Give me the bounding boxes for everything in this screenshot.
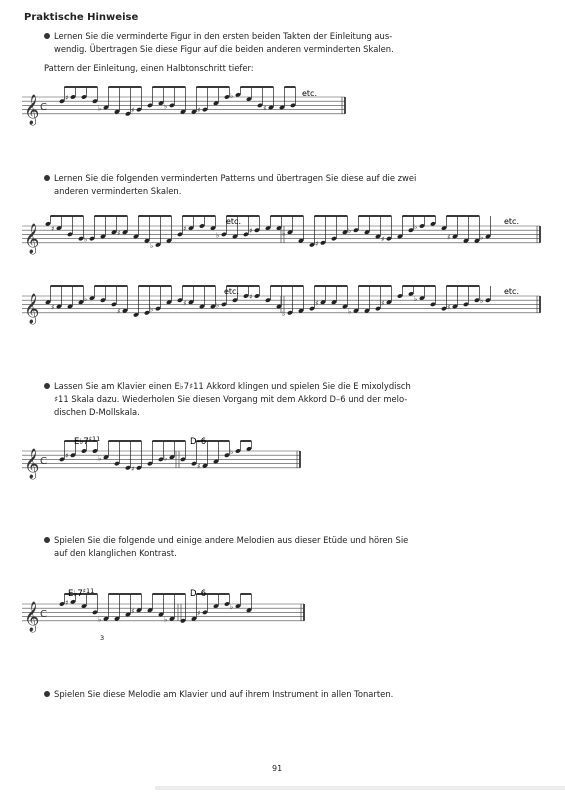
flat-icon: ♭ — [414, 223, 418, 231]
sharp-icon: ♯ — [131, 464, 135, 473]
chord-symbol: $E♭7^{♯11}$ — [74, 435, 101, 447]
chord-symbol: D–6 — [190, 437, 207, 447]
treble-clef-icon: 𝄞 — [24, 293, 40, 324]
instruction-5: Spielen Sie diese Melodie am Klavier und auf ihrem Instrument in allen Tonarten. — [44, 688, 393, 701]
flat-icon: ♭ — [282, 309, 286, 318]
page-number: 91 — [272, 764, 283, 773]
flat-icon: ♭ — [164, 454, 168, 463]
flat-icon: ♭ — [348, 307, 352, 316]
flat-icon: ♭ — [480, 233, 484, 242]
instruction-1: Lernen Sie die verminderte Figur in den ersten beiden Takten der Einleitung aus- wendig. Übertragen Sie diese Figur auf die beiden anderen verminderten Skalen. — [44, 30, 394, 56]
flat-icon: ♭ — [230, 91, 234, 100]
sharp-icon: ♯ — [315, 239, 319, 248]
flat-icon: ♭ — [216, 301, 220, 310]
triplet-mark: 3 — [100, 634, 105, 642]
flat-icon: ♭ — [216, 231, 220, 240]
sharp-icon: ♯ — [117, 229, 121, 238]
flat-icon: ♭ — [84, 295, 88, 304]
treble-clef-icon: 𝄞 — [24, 94, 40, 125]
sharp-icon: ♯ — [381, 299, 385, 308]
sharp-icon: ♯ — [131, 106, 135, 115]
instruction-2: Lernen Sie die folgenden verminderten Patterns und übertragen Sie diese auf die zwei anderen verminderten Skalen. — [44, 172, 416, 198]
instruction-3: Lassen Sie am Klavier einen E♭7♯11 Akkord klingen und spielen Sie die E mixolydisch ♯11 Skala dazu. Wiederholen Sie diesen Vorgang mit dem Akkord D–6 und der melo- dischen D-Mollskala. — [44, 380, 411, 419]
sharp-icon: ♯ — [197, 609, 201, 618]
sharp-icon: ♯ — [249, 227, 253, 236]
sharp-icon: ♯ — [315, 299, 319, 308]
sharp-icon: ♯ — [197, 462, 201, 471]
flat-icon: ♭ — [230, 448, 234, 456]
sharp-icon: ♯ — [65, 598, 69, 607]
sharp-icon: ♯ — [249, 293, 253, 301]
sharp-icon: ♯ — [447, 303, 451, 312]
flat-icon: ♭ — [164, 102, 168, 111]
sharp-icon: ♯ — [381, 235, 385, 244]
sharp-icon: ♯ — [117, 307, 121, 316]
chord-symbol: D–6 — [190, 589, 207, 599]
chord-symbol: $E♭7^{♯11}$ — [68, 587, 95, 599]
sharp-icon: ♯ — [51, 303, 55, 312]
sharp-icon: ♯ — [197, 106, 201, 115]
etc-label: etc. — [504, 287, 519, 296]
etc-label: etc. — [224, 287, 239, 296]
etc-label: etc. — [504, 217, 519, 226]
flat-icon: ♭ — [150, 241, 154, 250]
sharp-icon: ♯ — [183, 299, 187, 308]
etc-label: etc. — [226, 217, 241, 226]
sharp-icon: ♯ — [447, 233, 451, 242]
flat-icon: ♭ — [98, 104, 102, 113]
sharp-icon: ♯ — [65, 452, 69, 461]
etc-label: etc. — [302, 89, 317, 98]
flat-icon: ♭ — [150, 305, 154, 314]
treble-clef-icon: 𝄞 — [24, 448, 40, 479]
sharp-icon: ♯ — [183, 225, 187, 234]
time-signature: C — [40, 102, 47, 113]
instruction-4: Spielen Sie die folgende und einige andere Melodien aus dieser Etüde und hören Sie auf den klanglichen Kontrast. — [44, 534, 408, 560]
page-title: Praktische Hinweise — [24, 12, 139, 23]
sharp-icon: ♯ — [65, 94, 69, 102]
sharp-icon: ♯ — [263, 104, 267, 113]
sharp-icon: ♯ — [51, 225, 55, 234]
time-signature: C — [40, 456, 47, 467]
flat-icon: ♭ — [84, 235, 88, 244]
flat-icon: ♭ — [348, 227, 352, 236]
treble-clef-icon: 𝄞 — [24, 601, 40, 632]
time-signature: C — [40, 609, 47, 620]
flat-icon: ♭ — [414, 295, 418, 304]
treble-clef-icon: 𝄞 — [24, 223, 40, 254]
footer-rule — [155, 786, 565, 790]
notes-layer — [45, 87, 491, 624]
flat-icon: ♭ — [98, 615, 102, 624]
sharp-icon: ♯ — [131, 607, 135, 616]
flat-icon: ♭ — [282, 229, 286, 238]
flat-icon: ♭ — [230, 603, 234, 612]
flat-icon: ♭ — [164, 615, 168, 624]
flat-icon: ♭ — [480, 297, 484, 306]
flat-icon: ♭ — [98, 454, 102, 463]
intro-caption: Pattern der Einleitung, einen Halbtonschritt tiefer: — [44, 63, 254, 73]
